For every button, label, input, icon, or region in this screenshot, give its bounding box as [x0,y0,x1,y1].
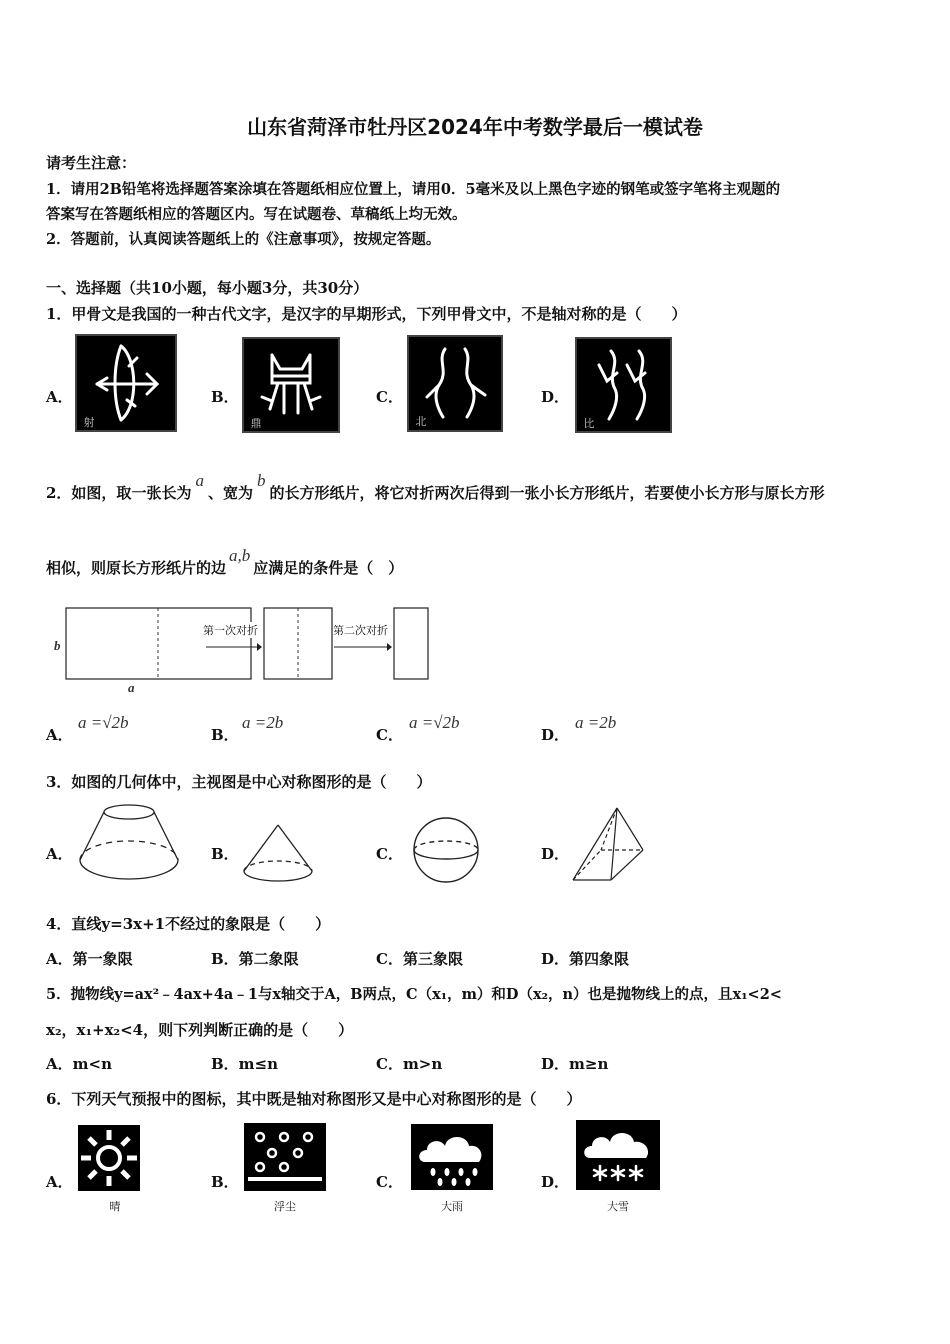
q1-glyph-she-image [75,334,177,432]
q2-label-a[interactable]: A． [46,726,73,744]
q2-stem-part-a: 2．如图，取一张长为 [46,484,192,502]
q3-cone-figure [242,823,314,885]
q1-label-d[interactable]: D． [541,388,570,406]
q6-stem: 6．下列天气预报中的图标，其中既是轴对称图形又是中心对称图形的是（ ） [46,1090,582,1108]
q3-sphere-figure [411,815,481,885]
q2-stem-part-c: 的长方形纸片，将它对折两次后得到一张小长方形纸片，若要使小长方形与原长方形 [269,484,825,502]
q4-option-d[interactable]: D．第四象限 [541,950,630,968]
q2-stem-line-2 [46,546,404,578]
q2-option-a[interactable]: a =√2b [78,713,129,732]
q1-label-a[interactable]: A． [46,388,73,406]
q1-label-c[interactable]: C． [376,388,403,406]
q4-stem: 4．直线y=3x+1不经过的象限是（ ） [46,915,331,933]
q2-stem-line-1 [46,471,825,503]
page-title: 山东省菏泽市牡丹区2024年中考数学最后一模试卷 [247,115,703,139]
q6-heavy-rain-icon [411,1124,493,1190]
q2-option-b[interactable]: a =2b [242,713,284,732]
q3-label-b[interactable]: B． [211,845,239,863]
q1-label-b[interactable]: B． [211,388,239,406]
q2-label-c[interactable]: C． [376,726,403,744]
q2-fig-label-a: a [128,680,135,695]
q6-label-c[interactable]: C． [376,1173,403,1191]
q4-option-c[interactable]: C．第三象限 [376,950,463,968]
q3-label-d[interactable]: D． [541,845,570,863]
q6-caption-b: 浮尘 [274,1200,296,1213]
q3-stem: 3．如图的几何体中，主视图是中心对称图形的是（ ） [46,773,432,791]
q1-glyph-bei-image [407,335,503,432]
notice-heading: 请考生注意： [46,154,137,172]
q3-pyramid-figure [571,806,645,884]
q2-var-ab: a,b [229,546,251,565]
q5-option-a[interactable]: A．m<n [46,1055,112,1073]
q5-option-c[interactable]: C．m>n [376,1055,443,1073]
q1-glyph-ding-image [242,337,340,433]
q2-option-d[interactable]: a =2b [575,713,617,732]
q6-label-d[interactable]: D． [541,1173,570,1191]
q2-folding-diagram [48,602,438,698]
q4-option-a[interactable]: A．第一象限 [46,950,133,968]
q6-caption-a: 晴 [109,1200,121,1213]
q2-fold-2-label: 第二次对折 [333,624,388,637]
q1-caption-b: 鼎 [250,417,262,430]
section-heading: 一、选择题（共10小题，每小题3分，共30分） [46,279,369,297]
q6-heavy-snow-icon [576,1120,660,1190]
q5-option-b[interactable]: B．m≤n [211,1055,279,1073]
q1-caption-d: 比 [583,417,595,430]
q2-stem-part-b: 、宽为 [207,484,253,502]
q6-caption-c: 大雨 [441,1200,463,1213]
q5-stem-line-1: 5．抛物线y=ax²﹣4ax+4a﹣1与x轴交于A，B两点，C（x₁，m）和D（x₂，n）也是抛物线上的点，且x₁<2< [46,986,782,1003]
q2-label-b[interactable]: B． [211,726,239,744]
q2-label-d[interactable]: D． [541,726,570,744]
q2-option-c[interactable]: a =√2b [409,713,460,732]
q3-label-a[interactable]: A． [46,845,73,863]
notice-line-1b: 答案写在答题纸相应的答题区内。写在试题卷、草稿纸上均无效。 [46,206,467,223]
q6-label-b[interactable]: B． [211,1173,239,1191]
q2-var-a: a [195,471,204,490]
q6-floating-dust-icon [244,1123,326,1191]
q6-label-a[interactable]: A． [46,1173,73,1191]
q1-caption-c: 北 [415,415,427,428]
q2-stem2-part-b: 应满足的条件是（ ） [253,559,404,577]
q1-stem: 1．甲骨文是我国的一种古代文字，是汉字的早期形式，下列甲骨文中，不是轴对称的是（ ） [46,305,687,323]
q4-option-b[interactable]: B．第二象限 [211,950,299,968]
q2-fold-1-label: 第一次对折 [203,624,258,637]
q6-sunny-icon [78,1125,140,1191]
q5-option-d[interactable]: D．m≥n [541,1055,609,1073]
q2-fig-label-b: b [54,638,61,653]
q3-label-c[interactable]: C． [376,845,403,863]
notice-line-2: 2．答题前，认真阅读答题纸上的《注意事项》，按规定答题。 [46,231,441,248]
q2-stem2-part-a: 相似，则原长方形纸片的边 [46,559,227,577]
q1-glyph-bi-image [575,337,672,433]
q6-caption-d: 大雪 [607,1200,629,1213]
q2-folded-twice-rect [394,608,428,679]
q3-frustum-figure [76,802,182,884]
q5-stem-line-2: x₂，x₁+x₂<4，则下列判断正确的是（ ） [46,1021,354,1039]
notice-line-1: 1．请用2B铅笔将选择题答案涂填在答题纸相应位置上，请用0．5毫米及以上黑色字迹的钢笔或签字笔将主观题的 [46,181,781,198]
q1-caption-a: 射 [83,416,95,429]
q2-var-b: b [256,471,266,490]
